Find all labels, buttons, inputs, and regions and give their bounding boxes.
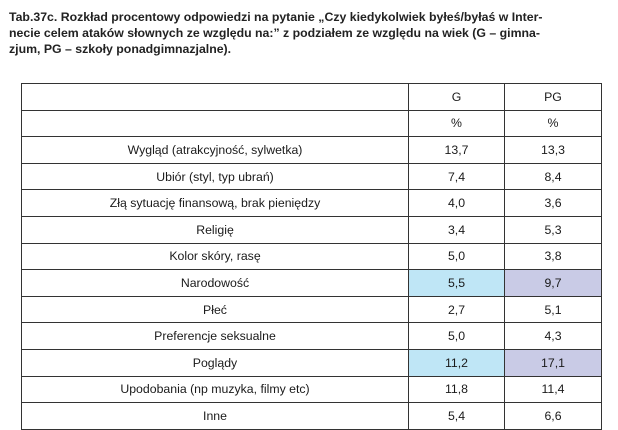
header-cell-g: G <box>409 84 505 111</box>
value-pg: 3,8 <box>505 243 602 270</box>
value-pg: 4,3 <box>505 323 602 350</box>
unit-cell-empty <box>22 110 409 137</box>
value-g: 5,4 <box>409 403 505 430</box>
row-label: Kolor skóry, rasę <box>22 243 409 270</box>
value-g: 13,7 <box>409 137 505 164</box>
value-g: 4,0 <box>409 190 505 217</box>
caption-line: necie celem ataków słownych ze względu na:” z podziałem ze względu na wiek (G – gimna- <box>9 26 540 40</box>
table-caption <box>9 9 601 57</box>
table-row <box>22 190 602 217</box>
table-row <box>22 403 602 430</box>
caption-line: Tab.37c. Rozkład procentowy odpowiedzi na pytanie „Czy kiedykolwiek byłeś/byłaś w Inter- <box>9 10 543 24</box>
caption-line: zjum, PG – szkoły ponadgimnazjalne). <box>9 42 232 56</box>
value-g: 5,0 <box>409 243 505 270</box>
value-g: 11,8 <box>409 376 505 403</box>
table-row <box>22 243 602 270</box>
row-label: Poglądy <box>22 349 409 376</box>
row-label: Upodobania (np muzyka, filmy etc) <box>22 376 409 403</box>
table-row <box>22 216 602 243</box>
value-pg: 8,4 <box>505 163 602 190</box>
row-label: Ubiór (styl, typ ubrań) <box>22 163 409 190</box>
value-g-highlighted: 5,5 <box>409 270 505 297</box>
table-row <box>22 376 602 403</box>
row-label: Religię <box>22 216 409 243</box>
value-g: 2,7 <box>409 296 505 323</box>
table-row <box>22 137 602 164</box>
row-label: Narodowość <box>22 270 409 297</box>
row-label: Wygląd (atrakcyjność, sylwetka) <box>22 137 409 164</box>
value-g: 3,4 <box>409 216 505 243</box>
unit-cell-pg: % <box>505 110 602 137</box>
unit-cell-g: % <box>409 110 505 137</box>
header-cell-pg: PG <box>505 84 602 111</box>
value-g: 7,4 <box>409 163 505 190</box>
value-pg: 5,1 <box>505 296 602 323</box>
value-pg: 3,6 <box>505 190 602 217</box>
results-table <box>21 83 602 430</box>
table-row <box>22 163 602 190</box>
row-label: Płeć <box>22 296 409 323</box>
unit-row <box>22 110 602 137</box>
row-label: Inne <box>22 403 409 430</box>
value-g: 5,0 <box>409 323 505 350</box>
row-label: Preferencje seksualne <box>22 323 409 350</box>
value-pg: 6,6 <box>505 403 602 430</box>
table-row <box>22 349 602 376</box>
table-row <box>22 323 602 350</box>
row-label: Złą sytuację finansową, brak pieniędzy <box>22 190 409 217</box>
value-pg: 5,3 <box>505 216 602 243</box>
table-row <box>22 270 602 297</box>
value-pg: 11,4 <box>505 376 602 403</box>
value-pg: 13,3 <box>505 137 602 164</box>
header-row <box>22 84 602 111</box>
header-cell-empty <box>22 84 409 111</box>
value-g-highlighted: 11,2 <box>409 349 505 376</box>
value-pg-highlighted: 9,7 <box>505 270 602 297</box>
table-row <box>22 296 602 323</box>
value-pg-highlighted: 17,1 <box>505 349 602 376</box>
